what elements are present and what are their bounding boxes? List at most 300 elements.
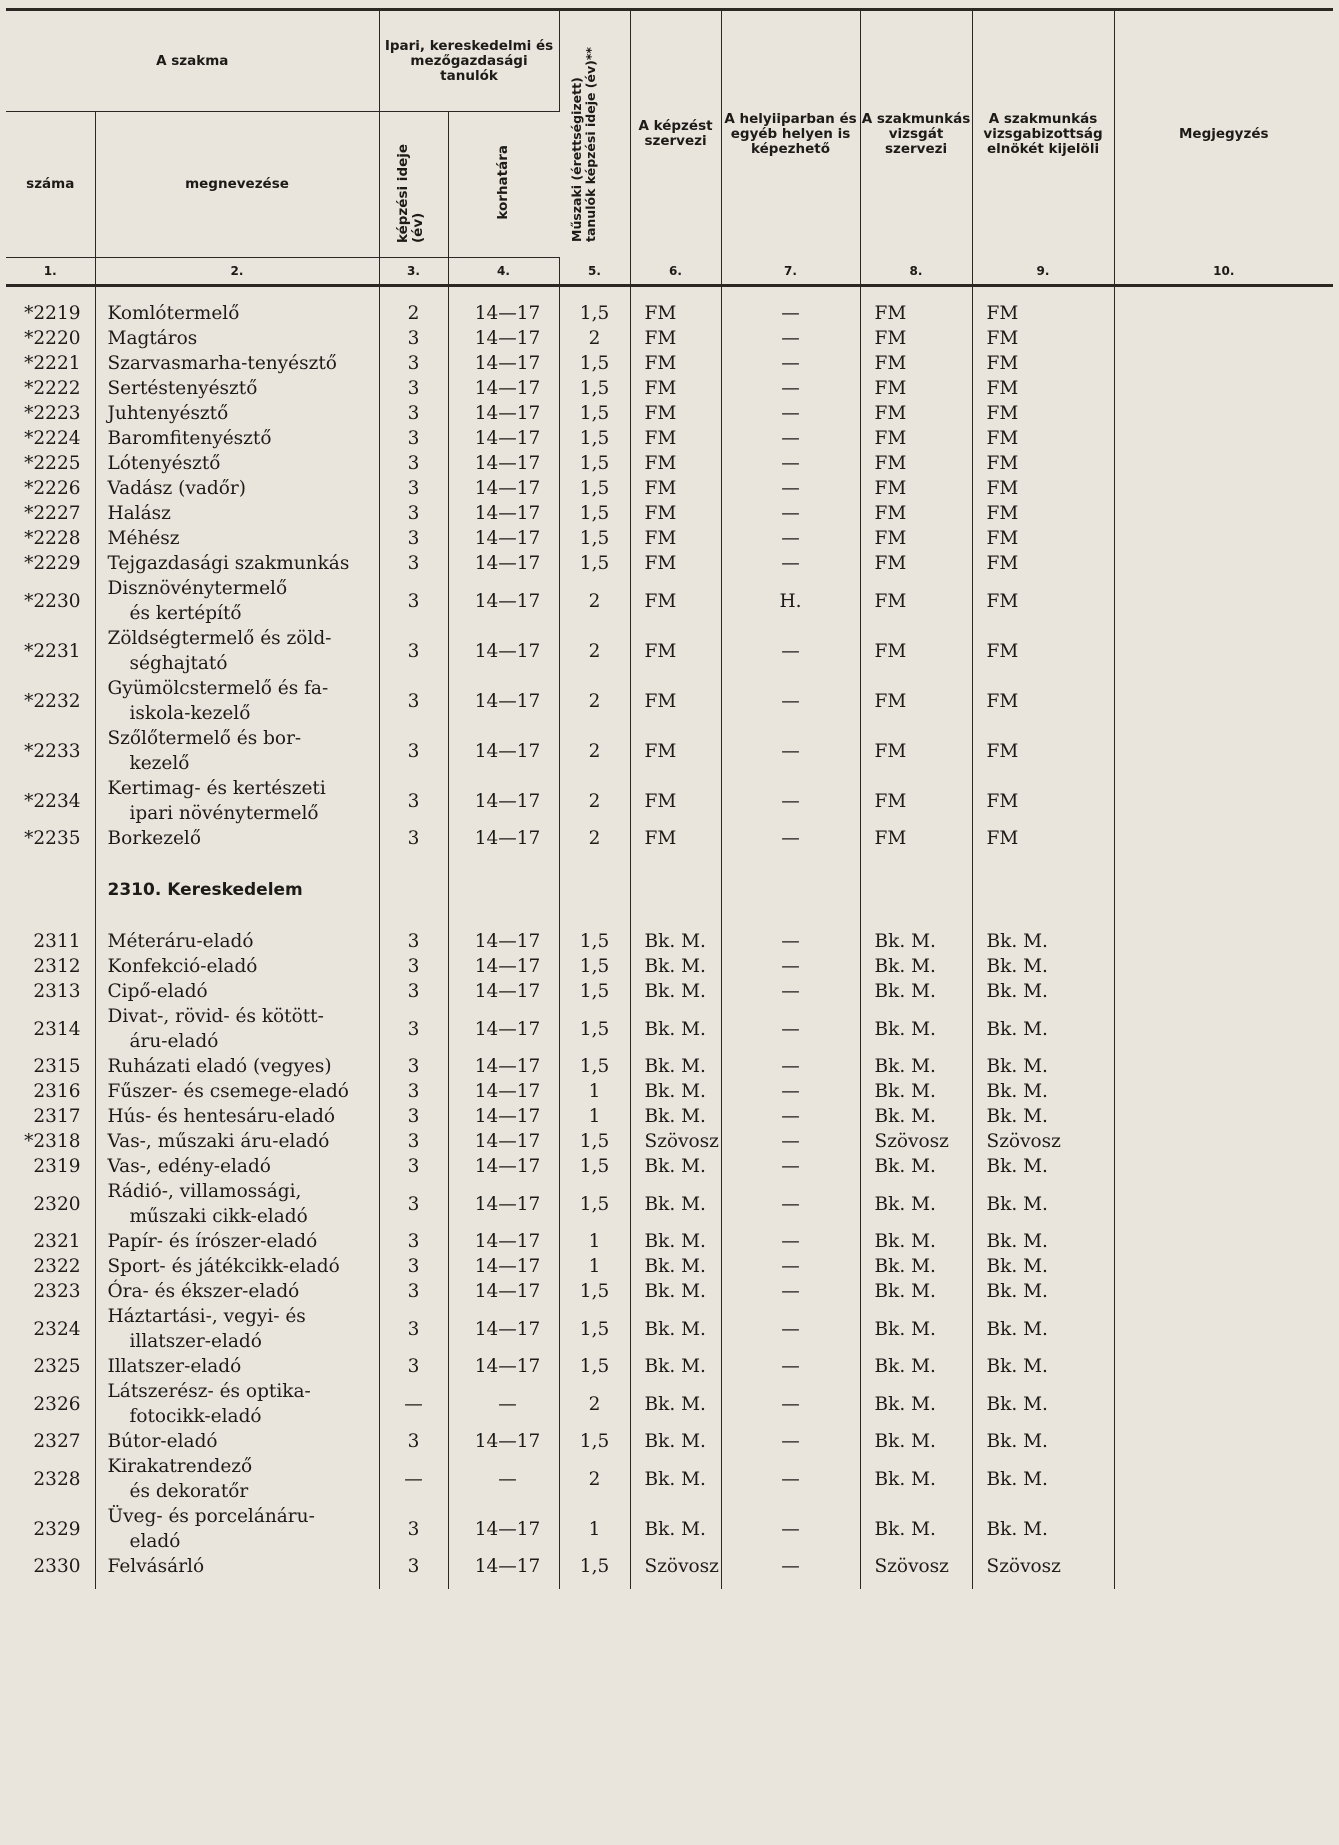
training-organizer-text: Bk. M. [644,1106,706,1127]
training-years [379,351,448,376]
exam-organizer-text: Bk. M. [874,1356,936,1377]
age-limit-text: 14—17 [474,1106,541,1127]
exam-organizer [860,1004,972,1054]
committee-chair [972,1229,1114,1254]
remark [1114,1079,1333,1104]
exam-organizer-text: Szövosz [874,1131,949,1152]
training-organizer [630,929,721,954]
training-years-text: 3 [407,1431,420,1452]
trade-name [95,1179,379,1229]
table-row [6,1554,1333,1579]
committee-chair [972,979,1114,1004]
table-row [6,826,1333,851]
training-years [379,1254,448,1279]
training-years-text: — [404,1393,423,1415]
trade-number-text: *2225 [24,453,81,474]
column-number-row [6,258,1333,286]
local-industry [721,676,860,726]
table-row [6,1179,1333,1229]
local-industry-text: — [781,453,800,474]
remark [1114,1454,1333,1504]
training-organizer [630,1229,721,1254]
trade-name-text: Gyümölcstermelő és fa- [107,678,329,699]
technical-years [559,351,630,376]
trade-name-text: Ruházati eladó (vegyes) [107,1056,332,1077]
local-industry [721,1129,860,1154]
exam-organizer [860,1079,972,1104]
training-organizer-text: Bk. M. [644,1393,706,1415]
table-row [6,351,1333,376]
trade-number [6,1504,95,1554]
local-industry-text: — [781,553,800,574]
remark [1114,576,1333,626]
exam-organizer-text: FM [874,453,907,474]
trade-name [95,1504,379,1554]
exam-organizer-text: FM [874,528,907,549]
local-industry-text: — [781,428,800,449]
trade-number [6,426,95,451]
training-organizer-text: FM [644,690,677,712]
trade-number-text: *2220 [24,328,81,349]
local-industry [721,1179,860,1229]
technical-years-text: 1,5 [579,1318,610,1340]
local-industry [721,1454,860,1504]
local-industry-text: — [781,528,800,549]
trade-number [6,1379,95,1429]
committee-chair [972,954,1114,979]
age-limit-text: 14—17 [474,453,541,474]
trade-number-text: *2233 [24,740,81,762]
local-industry-text: — [781,1193,800,1215]
exam-organizer-text: FM [874,403,907,424]
committee-chair-text: Bk. M. [986,1468,1048,1490]
training-organizer-text: FM [644,828,677,849]
exam-organizer-text: Bk. M. [874,1431,936,1452]
trade-number [6,351,95,376]
trade-name-text: Óra- és ékszer-eladó [107,1281,300,1302]
technical-years [559,826,630,851]
trade-number [6,476,95,501]
technical-years [559,451,630,476]
local-industry [721,1254,860,1279]
trade-number [6,1229,95,1254]
section-title: 2310. Kereskedelem [107,880,303,900]
technical-years [559,426,630,451]
training-organizer-text: Bk. M. [644,956,706,977]
trade-name [95,326,379,351]
training-organizer [630,301,721,326]
local-industry [721,826,860,851]
technical-years-text: 1,5 [579,1281,610,1302]
remark [1114,1504,1333,1554]
technical-years-text: 1 [588,1256,601,1277]
training-organizer [630,1454,721,1504]
trade-number-text: 2315 [33,1056,81,1077]
training-organizer-text: FM [644,478,677,499]
committee-chair-text: FM [986,740,1019,762]
training-organizer [630,626,721,676]
training-years-text: 3 [407,1081,420,1102]
training-organizer-text: Bk. M. [644,931,706,952]
trade-name-continued: műszaki cikk-eladó [129,1206,308,1227]
trade-number-text: 2328 [33,1468,81,1490]
trade-number-text: 2317 [33,1106,81,1127]
trade-number-text: 2330 [33,1556,81,1577]
trade-number-text: 2319 [33,1156,81,1177]
training-years-text: 3 [407,478,420,499]
remark [1114,1004,1333,1054]
training-organizer [630,476,721,501]
trade-name [95,1554,379,1579]
trade-name-text: Divat-, rövid- és kötött- [107,1006,324,1027]
trade-name [95,401,379,426]
table-row [6,551,1333,576]
trade-name-text: Szarvasmarha-tenyésztő [107,353,337,374]
age-limit [448,1554,559,1579]
technical-years-text: 1,5 [579,1193,610,1215]
table-row [6,476,1333,501]
committee-chair [972,1054,1114,1079]
committee-chair-text: FM [986,690,1019,712]
committee-chair-text: Bk. M. [986,1193,1048,1215]
table-row [6,929,1333,954]
training-years [379,576,448,626]
trade-name-text: Sertéstenyésztő [107,378,258,399]
technical-years-text: 1,5 [579,453,610,474]
technical-years [559,1279,630,1304]
technical-years [559,326,630,351]
age-limit-text: 14—17 [474,1556,541,1577]
empty-cell [448,1579,559,1589]
exam-organizer [860,1229,972,1254]
training-years [379,401,448,426]
exam-organizer-text: FM [874,478,907,499]
empty-cell [972,1579,1114,1589]
technical-years-text: 2 [588,828,601,849]
exam-organizer-text: FM [874,378,907,399]
trade-number-text: 2316 [33,1081,81,1102]
technical-years-text: 2 [588,740,601,762]
training-organizer [630,726,721,776]
training-years-text: 3 [407,640,420,662]
exam-organizer [860,1179,972,1229]
committee-chair [972,776,1114,826]
training-years-text: 3 [407,1318,420,1340]
spacer-row [6,286,1333,302]
korhatar-header: korhatára [448,112,559,258]
exam-organizer-text: Bk. M. [874,1393,936,1415]
committee-chair [972,551,1114,576]
trade-number [6,401,95,426]
exam-organizer [860,1354,972,1379]
local-industry-text: — [781,956,800,977]
technical-years-text: 2 [588,640,601,662]
committee-chair [972,1104,1114,1129]
trade-number [6,576,95,626]
exam-organizer [860,401,972,426]
exam-organizer-text: Szövosz [874,1556,949,1577]
training-organizer-text: FM [644,740,677,762]
local-industry-text: — [781,1393,800,1415]
age-limit [448,979,559,1004]
age-limit-text: 14—17 [474,1318,541,1340]
training-years [379,979,448,1004]
remark [1114,476,1333,501]
committee-chair [972,451,1114,476]
committee-chair [972,1354,1114,1379]
local-industry-text: — [781,1556,800,1577]
committee-chair-text: FM [986,328,1019,349]
training-organizer-text: Bk. M. [644,1256,706,1277]
technical-years-text: 2 [588,328,601,349]
training-organizer [630,1104,721,1129]
technical-years-text: 1,5 [579,1556,610,1577]
training-years-text: 3 [407,1056,420,1077]
remark [1114,1254,1333,1279]
table-row [6,1054,1333,1079]
local-industry [721,501,860,526]
age-limit [448,1304,559,1354]
technical-years-text: 1 [588,1518,601,1540]
exam-organizer [860,929,972,954]
column-number: 5. [559,258,630,286]
trade-name-text: Lótenyésztő [107,453,221,474]
trade-name [95,626,379,676]
exam-organizer-text: FM [874,740,907,762]
trade-name-text: Borkezelő [107,828,201,849]
committee-chair [972,1454,1114,1504]
local-industry [721,1279,860,1304]
local-industry [721,1354,860,1379]
training-years [379,501,448,526]
technical-years-text: 1,5 [579,503,610,524]
trade-name-continued: illatszer-eladó [129,1331,262,1352]
local-industry [721,1429,860,1454]
trade-number-text: *2318 [24,1131,81,1152]
trade-number-text: 2312 [33,956,81,977]
committee-chair [972,826,1114,851]
trade-number-text: *2221 [24,353,81,374]
column-number: 2. [95,258,379,286]
exam-organizer-text: Bk. M. [874,1518,936,1540]
age-limit-text: 14—17 [474,640,541,662]
technical-years-text: 1,5 [579,553,610,574]
technical-years [559,1104,630,1129]
trade-name [95,501,379,526]
local-industry-text: H. [779,590,802,612]
age-limit-text: 14—17 [474,1356,541,1377]
trade-number [6,826,95,851]
training-organizer [630,1179,721,1229]
technical-years-text: 1,5 [579,1018,610,1040]
technical-years [559,1254,630,1279]
exam-organizer [860,526,972,551]
kepzesi-ido-header: képzési ideje (év) [379,112,448,258]
training-years-text: 3 [407,1256,420,1277]
trade-name-text: Méhész [107,528,180,549]
age-limit [448,376,559,401]
age-limit [448,1354,559,1379]
training-organizer-text: Bk. M. [644,1056,706,1077]
trade-name [95,1129,379,1154]
table-row [6,526,1333,551]
training-years [379,1104,448,1129]
committee-chair [972,929,1114,954]
technical-years [559,954,630,979]
committee-chair-text: Bk. M. [986,1106,1048,1127]
technical-years [559,576,630,626]
training-organizer-text: FM [644,528,677,549]
table-row [6,301,1333,326]
exam-organizer-text: FM [874,303,907,324]
trade-number [6,1179,95,1229]
training-years [379,476,448,501]
trade-number [6,776,95,826]
technical-years-text: 1 [588,1106,601,1127]
committee-chair-text: Szövosz [986,1556,1061,1577]
helyiipar-header: A helyiiparban és egyéb helyen is képezhető [721,10,860,258]
remark [1114,1154,1333,1179]
age-limit-text: 14—17 [474,690,541,712]
trade-name [95,576,379,626]
age-limit-text: 14—17 [474,1018,541,1040]
training-organizer-text: FM [644,428,677,449]
technical-years [559,1054,630,1079]
age-limit-text: 14—17 [474,528,541,549]
exam-organizer [860,426,972,451]
remark [1114,1179,1333,1229]
age-limit [448,1154,559,1179]
technical-years [559,376,630,401]
technical-years [559,401,630,426]
local-industry-text: — [781,303,800,324]
trade-number-text: *2222 [24,378,81,399]
empty-cell [559,851,630,929]
local-industry-text: — [781,1106,800,1127]
training-organizer-text: Bk. M. [644,1356,706,1377]
table-row [6,1154,1333,1179]
trade-number-text: *2227 [24,503,81,524]
table-row [6,1354,1333,1379]
remark [1114,1104,1333,1129]
trade-number [6,1154,95,1179]
training-years [379,551,448,576]
age-limit [448,1079,559,1104]
local-industry-text: — [781,353,800,374]
technical-years [559,1154,630,1179]
trade-name [95,551,379,576]
exam-organizer-text: Bk. M. [874,1318,936,1340]
age-limit [448,1429,559,1454]
trade-number-text: 2322 [33,1256,81,1277]
training-years [379,1304,448,1354]
trade-name-continued: és kertépítő [129,603,242,624]
exam-organizer-text: FM [874,503,907,524]
training-years-text: 3 [407,1281,420,1302]
technical-years [559,626,630,676]
age-limit-text: 14—17 [474,353,541,374]
trade-name [95,526,379,551]
exam-organizer-text: Bk. M. [874,1256,936,1277]
table-row [6,401,1333,426]
age-limit [448,1054,559,1079]
table-row [6,626,1333,676]
training-organizer [630,1554,721,1579]
age-limit [448,954,559,979]
training-organizer [630,1504,721,1554]
trade-name-text: Látszerész- és optika- [107,1381,311,1402]
trade-number [6,979,95,1004]
trade-number-text: *2231 [24,640,81,662]
committee-chair [972,726,1114,776]
technical-years-text: 2 [588,590,601,612]
table-row [6,776,1333,826]
technical-years [559,526,630,551]
technical-years-text: 1,5 [579,1131,610,1152]
table-row [6,576,1333,626]
training-organizer-text: FM [644,453,677,474]
technical-years-text: 1,5 [579,1431,610,1452]
local-industry [721,376,860,401]
remark [1114,1054,1333,1079]
age-limit [448,1454,559,1504]
local-industry-text: — [781,1131,800,1152]
training-organizer [630,451,721,476]
age-limit-text: 14—17 [474,1193,541,1215]
remark [1114,1554,1333,1579]
local-industry-text: — [781,1318,800,1340]
table-row [6,1454,1333,1504]
exam-organizer-text: Bk. M. [874,981,936,1002]
exam-organizer-text: FM [874,828,907,849]
exam-organizer-text: Bk. M. [874,956,936,977]
trade-name [95,826,379,851]
trade-name-text: Juhtenyésztő [107,403,229,424]
technical-years [559,1004,630,1054]
exam-organizer [860,1154,972,1179]
training-years-text: 3 [407,1193,420,1215]
exam-organizer-text: FM [874,353,907,374]
technical-years [559,979,630,1004]
training-years-text: 3 [407,1556,420,1577]
trade-name-text: Hús- és hentesáru-eladó [107,1106,336,1127]
training-years-text: 3 [407,828,420,849]
training-years-text: 2 [407,303,420,324]
empty-cell [1114,286,1333,302]
trade-number-text: 2314 [33,1018,81,1040]
technical-years [559,1079,630,1104]
table-row [6,1379,1333,1429]
technical-years-text: 1 [588,1231,601,1252]
committee-chair-text: FM [986,378,1019,399]
remark [1114,676,1333,726]
trade-name [95,1054,379,1079]
training-organizer-text: Bk. M. [644,1018,706,1040]
age-limit-text: 14—17 [474,1431,541,1452]
remark [1114,954,1333,979]
technical-years [559,676,630,726]
trade-name-text: Háztartási-, vegyi- és [107,1306,306,1327]
exam-organizer-text: Bk. M. [874,1281,936,1302]
trade-number-text: 2326 [33,1393,81,1415]
trade-number-text: 2327 [33,1431,81,1452]
age-limit-text: 14—17 [474,956,541,977]
trade-name-text: Tejgazdasági szakmunkás [107,553,350,574]
empty-cell [972,851,1114,929]
trade-name [95,1429,379,1454]
trade-name [95,676,379,726]
exam-organizer-text: Bk. M. [874,1106,936,1127]
